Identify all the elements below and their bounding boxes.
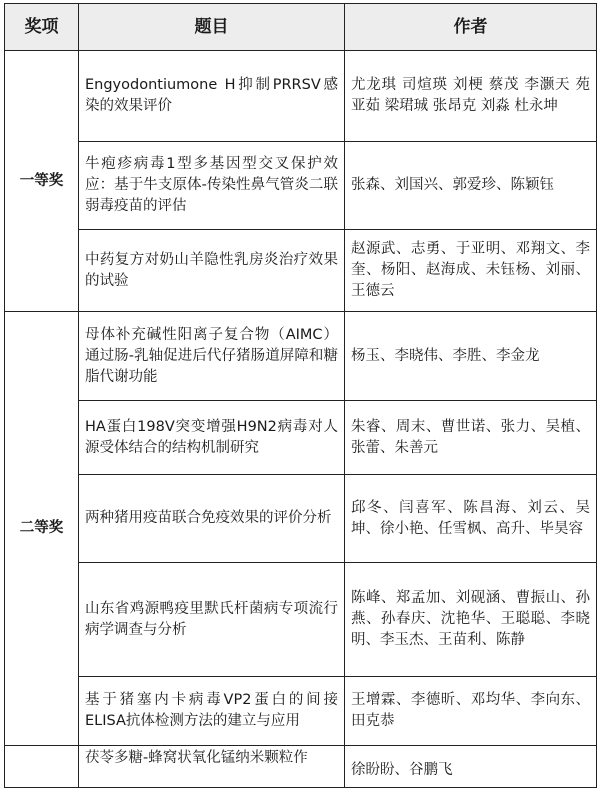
authors-cell: 邱冬、闫喜军、陈昌海、刘云、吴坤、徐小艳、任雪枫、高升、毕昊容	[345, 475, 597, 563]
title-cell: 中药复方对奶山羊隐性乳房炎治疗效果的试验	[79, 230, 345, 312]
table-row	[5, 142, 597, 230]
authors-cell: 陈峰、郑孟加、刘砚涵、曹振山、孙燕、孙春庆、沈艳华、王聪聪、李晓明、李玉杰、王苗利、陈静	[345, 563, 597, 677]
table-row	[5, 677, 597, 746]
title-cell: Engyodontiumone H抑制PRRSV感染的效果评价	[79, 51, 345, 142]
title-cell: 山东省鸡源鸭疫里默氏杆菌病专项流行病学调查与分析	[79, 563, 345, 677]
table-row	[5, 475, 597, 563]
title-cell: HA蛋白198V突变增强H9N2病毒对人源受体结合的结构机制研究	[79, 401, 345, 475]
title-header: 题目	[79, 4, 345, 51]
authors-cell: 赵源武、志勇、于亚明、邓翔文、李奎、杨阳、赵海成、未钰杨、刘丽、王德云	[345, 230, 597, 312]
title-cell: 两种猪用疫苗联合免疫效果的评价分析	[79, 475, 345, 563]
header-row	[5, 4, 597, 51]
authors-cell: 张森、刘国兴、郭爱珍、陈颖钰	[345, 142, 597, 230]
authors-cell: 杨玉、李晓伟、李胜、李金龙	[345, 312, 597, 401]
title-cell: 茯苓多糖-蜂窝状氧化锰纳米颗粒作	[79, 746, 345, 788]
authors-cell: 朱睿、周末、曹世诺、张力、吴植、张蕾、朱善元	[345, 401, 597, 475]
award-header: 奖项	[5, 4, 79, 51]
table-row	[5, 563, 597, 677]
title-cell: 牛疱疹病毒1型多基因型交叉保护效应：基于牛支原体-传染性鼻气管炎二联弱毒疫苗的评估	[79, 142, 345, 230]
table-row	[5, 51, 597, 142]
table-row	[5, 746, 597, 788]
authors-cell: 王增霖、李德昕、邓均华、李向东、田克恭	[345, 677, 597, 746]
authors-cell: 尤龙琪 司煊瑛 刘梗 蔡茂 李灏天 苑亚茹 梁珺珹 张昂克 刘淼 杜永坤	[345, 51, 597, 142]
awards-table	[4, 3, 597, 788]
authors-cell: 徐盼盼、谷鹏飞	[345, 746, 597, 788]
table-row	[5, 230, 597, 312]
title-cell: 母体补充碱性阳离子复合物（AIMC）通过肠-乳轴促进后代仔猪肠道屏障和糖脂代谢功能	[79, 312, 345, 401]
award-third-prize	[5, 746, 79, 788]
table-row	[5, 401, 597, 475]
award-second-prize: 二等奖	[5, 312, 79, 746]
award-first-prize: 一等奖	[5, 51, 79, 312]
author-header: 作者	[345, 4, 597, 51]
title-cell: 基于猪塞内卡病毒VP2蛋白的间接ELISA抗体检测方法的建立与应用	[79, 677, 345, 746]
table-row	[5, 312, 597, 401]
